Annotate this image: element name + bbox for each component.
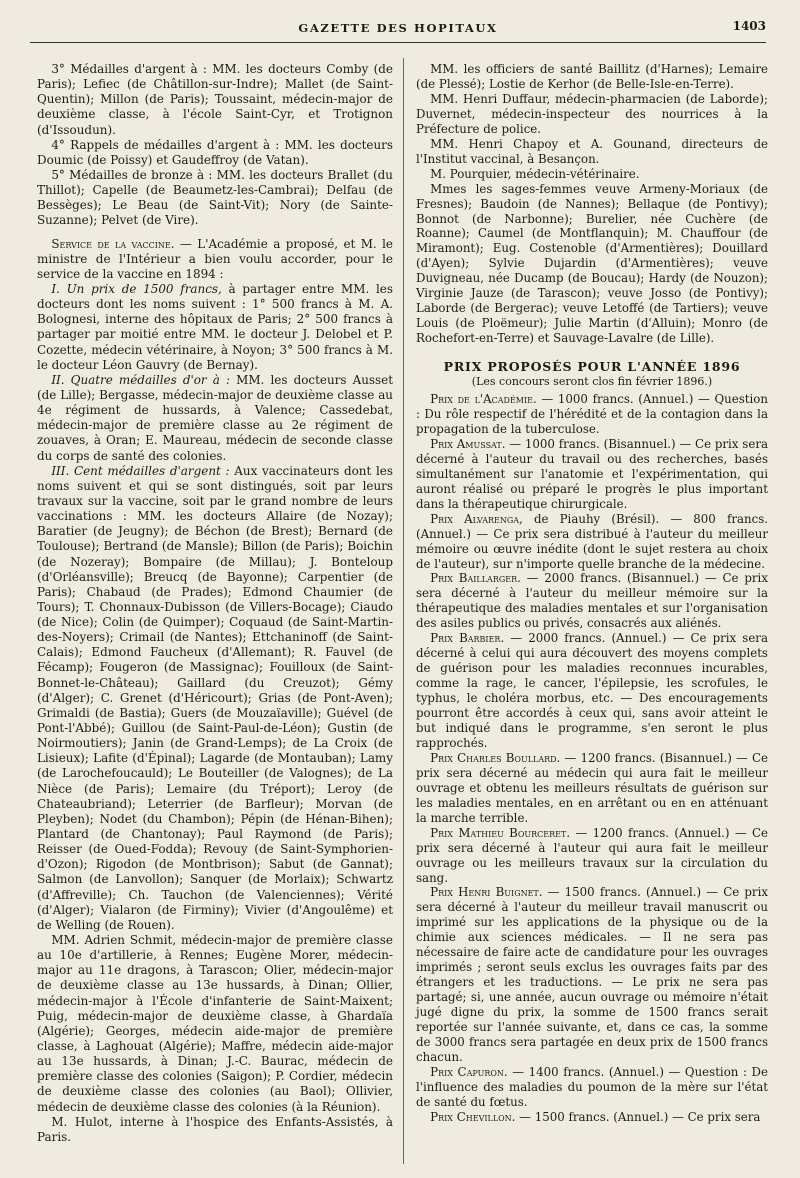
vaccine-service-text: — L'Académie a proposé, et M. le ministre de l'Intérieur a bien voulu accorder, pour le service de la vaccine en 1894 : — [37, 236, 393, 281]
prize-bourceret-name: Prix Mathieu Bourceret. — [430, 825, 571, 840]
right-column — [416, 62, 768, 1125]
veterinarian-paragraph: M. Pourquier, médecin-vétérinaire. — [430, 166, 640, 181]
hulot-paragraph: M. Hulot, interne à l'hospice des Enfants-Assistés, à Paris. — [37, 1114, 393, 1144]
prizes-subheading: (Les concours seront clos fin février 1896.) — [471, 375, 713, 389]
prize-amussat — [416, 437, 768, 512]
gold-medals-text: MM. les docteurs Ausset (de Lille); Bergasse, médecin-major de deuxième classe au 4e régiment de hussards, à Valence; Cassedebat, médecin-major de première classe au 2e régiment de zouaves, à Oran; E. Maureau, médecin de seconde classe du corps de santé des colonies. — [37, 372, 393, 463]
header-rule — [30, 42, 766, 43]
vaccine-service-paragraph — [37, 237, 393, 282]
pharmacists-paragraph: MM. Henri Duffaur, médecin-pharmacien (de Laborde); Duvernet, médecin-inspecteur des nourrices à la Préfecture de police. — [416, 91, 768, 136]
prize-buignet-name: Prix Henri Buignet. — [430, 885, 543, 900]
silver-medal-recalls-paragraph: 4° Rappels de médailles d'argent à : MM. les docteurs Doumic (de Poissy) et Gaudeffroy (de Vatan). — [37, 137, 393, 167]
prize-1500-text: à partager entre MM. les docteurs dont les noms suivent : 1° 500 francs à M. A. Bolognesi, interne des hôpitaux de Paris; 2° 500 francs à partager par moitié entre MM. le docteur J. Delobel et P. Cozette, médecin vétérinaire, à Noyon; 3° 500 francs à M. le docteur Léon Gauvry (de Bernay). — [37, 281, 393, 372]
column-divider — [403, 58, 404, 1164]
hundred-silver-medals-text: Aux vaccinateurs dont les noms suivent et qui se sont distingués, soit par leurs travaux sur la vaccine, soit par le grand nombre de leurs vaccinations : MM. les docteurs Allaire (de Nozay); Baratier (de Jeugny); de Béchon (de Brest); Bernard (de Toulouse); Bertrand (de Mansle); Billon (de Paris); Boichin (de Nozeray); Bompaire (de Millau); J. Bonteloup (d'Orléansville); Breucq (de Bayonne); Carpentier (de Paris); Chabaud (de Prades); Edmond Chaumier (de Tours); T. Chonnaux-Dubisson (de Villers-Bocage); Ciaudo (de Nice); Colin (de Quimper); Coquaud (de Saint-Martin-des-Noyers); Crimail (de Nantes); Ettchaninoff (de Saint-Calais); Edmond Faucheux (d'Allemant); R. Fauvel (de Fécamp); Fougeron (de Massignac); Fouilloux (de Saint-Bonnet-le-Château); Gaillard (du Creuzot); Gémy (d'Alger); C. Grenet (d'Héricourt); Grias (de Pont-Aven); Grimaldi (de Bastia); Guers (de Mouzaïaville); Guével (de Pont-l'Abbé); Guillou (de Saint-Paul-de-Léon); Gustin (de Noirmoutiers); Janin (de Grand-Lemps); de La Croix (de Lisieux); Lafite (d'Épinal); Lagarde (de Montauban); Lamy (de Larochefoucauld); Le Bouteiller (de Valognes); de La Nièce (de Paris); Lemaire (du Tréport); Leroy (de Chateaubriand); Leterrier (de Barfleur); Morvan (de Pleyben); Nodet (du Chambon); Pépin (de Hénan-Bihen); Plantard (de Chantonay); Paul Raymond (de Paris); Reisser (de Oued-Fodda); Revouy (de Saint-Symphorien-d'Ozon); Rigodon (de Montbrison); Sabut (de Gannat); Salmon (de Lanvollon); Sanquer (de Morlaix); Schwartz (d'Affreville); Ch. Tauchon (de Valenciennes); Vérité (d'Alger); Vialaron (de Firminy); Vivier (d'Angoulême) et de Welling (de Rouen). — [37, 463, 393, 932]
prize-alvarenga-text: de Piauhy (Brésil). — 800 francs. (Annuel.) — Ce prix sera distribué à l'auteur du meilleur mémoire ou œuvre inédite (dont le sujet restera au choix de l'auteur), sur n'importe quelle branche de la médecine. — [416, 511, 768, 571]
prize-alvarenga-name: Prix Alvarenga, — [430, 511, 523, 526]
prize-capuron-text: — 1400 francs. (Annuel.) — Question : De l'influence des maladies du poumon de la mère sur l'état de santé du fœtus. — [416, 1064, 768, 1109]
prize-boullard-text: — 1200 francs. (Bisannuel.) — Ce prix sera décerné au médecin qui aura fait le meilleur ouvrage et obtenu les meilleurs résultats de guérison sur les maladies mentales, en en arrêtant ou en en atténuant la marche terrible. — [416, 750, 769, 825]
prize-barbier — [416, 631, 768, 751]
vaccine-service-heading: Service de la vaccine. — [51, 236, 175, 251]
midwives-paragraph: Mmes les sages-femmes veuve Armeny-Moriaux (de Fresnes); Baudoin (de Nannes); Bellaque (de Pontivy); Bonnot (de Narbonne); Burelier, née Cuchère (de Roanne); Caumel (de Montflanquin); M. Chauffour (de Miramont); Eug. Costenoble (d'Armentières); Douillard (d'Ayen); Sylvie Dujardin (d'Armentières); veuve Duvigneau, née Ducamp (de Boucau); Hardy (de Nouzon); Virginie Jauze (de Tarascon); veuve Josso (de Pontivy); Laborde (de Bergerac); veuve Letoffé (de Tartiers); veuve Louis (de Ploëmeur); Julie Martin (d'Alluin); Monro (de Rochefort-en-Terre) et Sauvage-Lavalre (de Lille). — [416, 181, 768, 346]
prize-boullard-name: Prix Charles Boullard. — [430, 750, 561, 765]
left-column — [37, 62, 393, 1145]
prize-baillarger-name: Prix Baillarger. — [430, 571, 521, 586]
gold-medals-lead: II. Quatre médailles d'or à : — [51, 372, 230, 387]
prize-amussat-name: Prix Amussat. — [430, 436, 506, 451]
prize-capuron — [416, 1065, 768, 1110]
prize-1500-lead: I. Un prix de 1500 francs, — [51, 281, 222, 296]
silver-medals-paragraph: 3° Médailles d'argent à : MM. les docteurs Comby (de Paris); Lefiec (de Châtillon-sur-Indre); Mallet (de Saint-Quentin); Millon (de Paris); Toussaint, médecin-major de deuxième classe, à l'école Saint-Cyr, et Trotignon (d'Issoudun). — [37, 62, 393, 137]
health-officers-paragraph: MM. les officiers de santé Baillitz (d'Harnes); Lemaire (de Plessé); Lostie de Kerhor (de Belle-Isle-en-Terre). — [416, 62, 768, 91]
prize-amussat-text: — 1000 francs. (Bisannuel.) — Ce prix sera décerné à l'auteur du travail ou des recherches, basés simultanément sur l'anatomie et l'expérimentation, qui auront réalisé ou préparé le progrès le plus important dans la thérapeutique chirurgicale. — [416, 436, 768, 511]
prize-baillarger — [416, 571, 768, 631]
prize-chevillon-text: — 1500 francs. (Annuel.) — Ce prix sera — [515, 1109, 761, 1124]
prize-chevillon — [416, 1110, 768, 1125]
prize-buignet-text: — 1500 francs. (Annuel.) — Ce prix sera décerné à l'auteur du meilleur travail manuscrit ou imprimé sur les applications de la physique ou de la chimie aux sciences médicales. — Il ne sera pas nécessaire de faire acte de candidature pour les ouvrages imprimés ; seront seuls exclus les ouvrages faits par des étrangers et les traductions. — Le prix ne sera pas partagé; si, une année, aucun ouvrage ou mémoire n'était jugé digne du prix, la somme de 1500 francs serait reportée sur l'année suivante, et, dans ce cas, la somme de 3000 francs sera partagée en deux prix de 1500 francs chacun. — [416, 885, 769, 1064]
hundred-silver-medals-lead: III. Cent médailles d'argent : — [51, 463, 230, 478]
prize-barbier-name: Prix Barbier. — [430, 631, 505, 646]
prize-buignet — [416, 885, 768, 1064]
prizes-heading: PRIX PROPOSÉS POUR L'ANNÉE 1896 — [443, 359, 741, 375]
prize-1500-paragraph — [37, 282, 393, 373]
bronze-medals-paragraph: 5° Médailles de bronze à : MM. les docteurs Brallet (du Thillot); Capelle (de Beaumetz-les-Cambrai); Delfau (de Bessèges); Le Beau (de Saint-Vit); Nory (de Sainte-Suzanne); Pelvet (de Vire). — [37, 167, 393, 228]
prize-capuron-name: Prix Capuron. — [430, 1064, 508, 1079]
page-number: 1403 — [732, 19, 766, 33]
prize-academie — [416, 392, 768, 437]
running-title: GAZETTE DES HOPITAUX — [298, 21, 498, 35]
prize-bourceret-text: — 1200 francs. (Annuel.) — Ce prix sera décerné à l'auteur qui aura fait le meilleur ouvrage ou les meilleurs travaux sur la circulation du sang. — [416, 825, 768, 885]
prize-academie-name: Prix de l'Académie. — [430, 392, 537, 407]
vaccine-institute-paragraph: MM. Henri Chapoy et A. Gounand, directeurs de l'Institut vaccinal, à Besançon. — [416, 136, 768, 166]
prize-alvarenga — [416, 512, 768, 572]
military-doctors-paragraph: MM. Adrien Schmit, médecin-major de première classe au 10e d'artillerie, à Rennes; Eugène Morer, médecin-major au 11e dragons, à Tarascon; Olier, médecin-major de deuxième classe au 13e hussards, à Dinan; Ollier, médecin-major à l'École d'infanterie de Saint-Maixent; Puig, médecin-major de deuxième classe, à Ghardaïa (Algérie); Georges, médecin aide-major de première classe, à Laghouat (Algérie); Maffre, médecin aide-major au 13e hussards, à Dinan; J.-C. Baurac, médecin de première classe des colonies (Saigon); P. Cordier, médecin de deuxième classe des colonies (au Baol); Ollivier, médecin de deuxième classe des colonies (à la Réunion). — [37, 933, 393, 1114]
hundred-silver-medals-paragraph — [37, 464, 393, 933]
prize-baillarger-text: — 2000 francs. (Bisannuel.) — Ce prix sera décerné à l'auteur du meilleur mémoire sur la thérapeutique des maladies mentales et sur l'organisation des asiles publics ou privés, consacrés aux aliénés. — [416, 571, 768, 631]
prize-chevillon-name: Prix Chevillon. — [430, 1109, 516, 1124]
prize-bourceret — [416, 826, 768, 886]
prize-boullard — [416, 751, 768, 826]
prize-barbier-text: — 2000 francs. (Annuel.) — Ce prix sera décerné à celui qui aura découvert des moyens complets de guérison pour les maladies reconnues incurables, comme la rage, le cancer, l'épilepsie, les scrofules, le typhus, le choléra morbus, etc. — Des encouragements pourront être accordés à ceux qui, sans avoir atteint le but indiqué dans le programme, s'en seront le plus rapprochés. — [416, 631, 768, 750]
running-header — [30, 18, 766, 40]
prize-academie-text: — 1000 francs. (Annuel.) — Question : Du rôle respectif de l'hérédité et de la contagion dans la propagation de la tuberculose. — [416, 392, 768, 436]
gold-medals-paragraph — [37, 373, 393, 464]
